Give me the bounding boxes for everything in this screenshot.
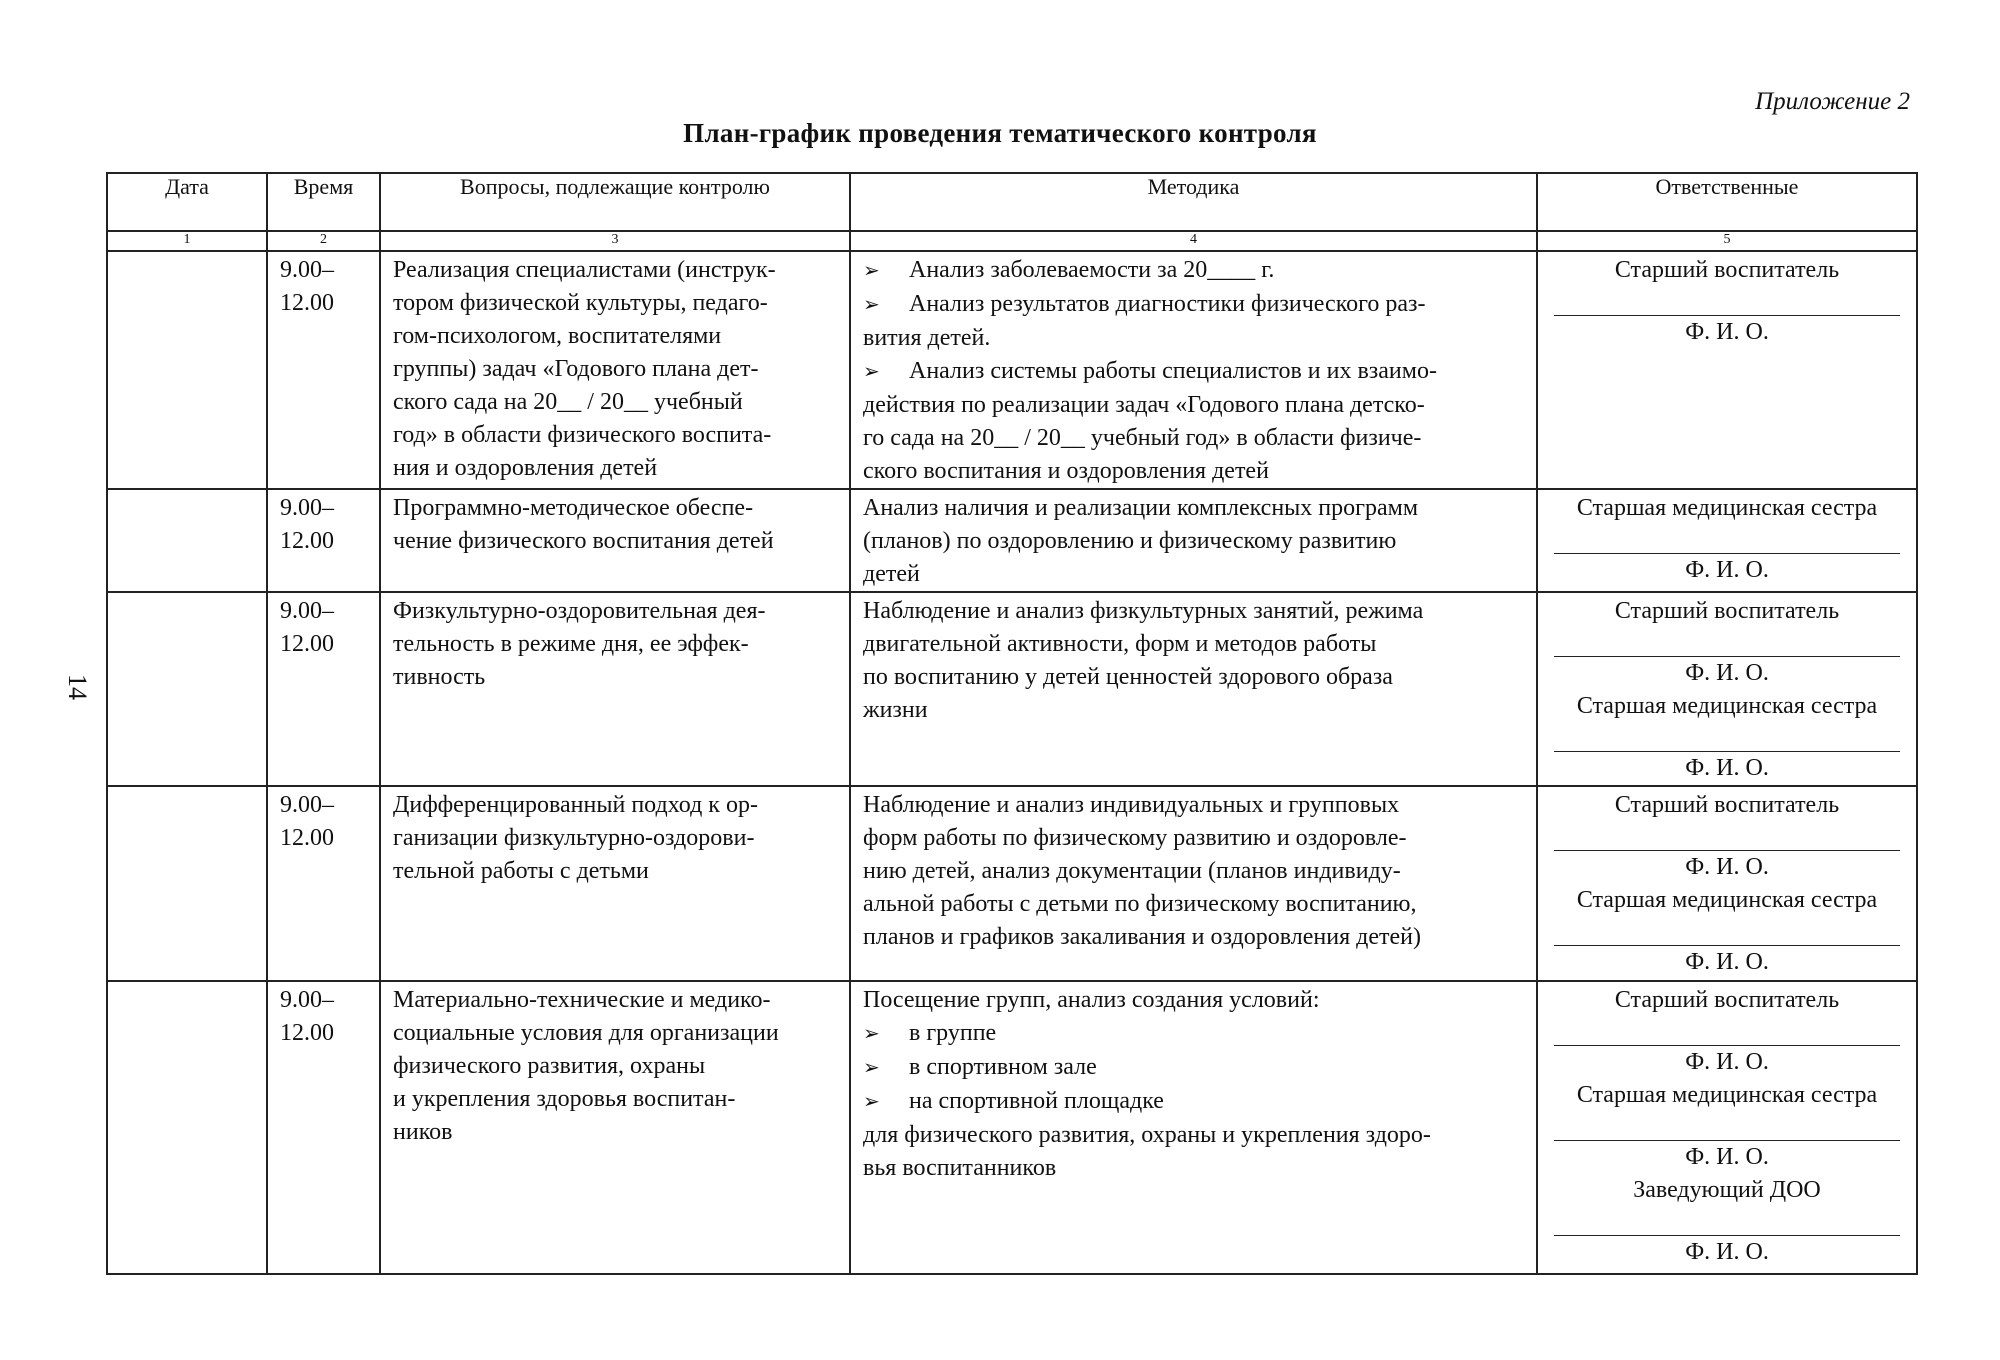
method-bullet: [863, 1017, 1526, 1051]
table-row: [107, 786, 1917, 981]
responsible-cell: [1537, 981, 1917, 1274]
column-number: 5: [1537, 231, 1917, 251]
method-bullet: [863, 254, 1526, 288]
arrow-bullet-icon: ➢: [863, 294, 880, 316]
date-cell: [107, 786, 267, 981]
responsible-role: Старшая медицинская сестра: [1576, 887, 1878, 913]
method-text: Анализ наличия и реализации комплексных программ (планов) по оздоровлению и физическому развитию детей: [863, 495, 1418, 587]
question-cell: Дифференцированный подход к ор- ганизации физкультурно-оздорови- тельной работы с детьми: [380, 786, 850, 981]
signature-line: [1554, 917, 1900, 946]
column-number: 4: [850, 231, 1537, 251]
question-cell: Материально-технические и медико- социальные условия для организации физического развития, охраны и укрепления здоровья воспитан- ников: [380, 981, 850, 1274]
responsible-fio: Ф. И. О.: [1685, 949, 1769, 975]
date-cell: [107, 981, 267, 1274]
method-bullet: [863, 355, 1526, 488]
method-cell: [850, 592, 1537, 786]
time-cell: 9.00– 12.00: [267, 592, 380, 786]
appendix-label: Приложение 2: [1755, 88, 1910, 115]
date-cell: [107, 592, 267, 786]
column-number: 1: [107, 231, 267, 251]
time-cell: 9.00– 12.00: [267, 981, 380, 1274]
responsible-fio: Ф. И. О.: [1685, 557, 1769, 583]
method-text: Наблюдение и анализ физкультурных занятий, режима двигательной активности, форм и методов работы по воспитанию у детей ценностей здорового образа жизни: [863, 598, 1424, 723]
signature-line: [1554, 287, 1900, 316]
responsible-cell: [1537, 489, 1917, 592]
signature-line: [1554, 1017, 1900, 1046]
responsible-fio: Ф. И. О.: [1685, 1144, 1769, 1170]
page-number: 14: [63, 674, 92, 700]
responsible-fio: Ф. И. О.: [1685, 854, 1769, 880]
signature-line: [1554, 525, 1900, 554]
responsible-role: Старшая медицинская сестра: [1576, 693, 1878, 719]
arrow-bullet-icon: ➢: [863, 361, 880, 383]
method-cell: [850, 786, 1537, 981]
table-row: [107, 981, 1917, 1274]
arrow-bullet-icon: ➢: [863, 1057, 880, 1079]
method-cell: [850, 251, 1537, 489]
method-bullet-text: Анализ результатов диагностики физического раз- вития детей.: [863, 291, 1426, 351]
control-schedule-table: [106, 172, 1918, 1275]
header-method: Методика: [850, 173, 1537, 231]
method-text: Наблюдение и анализ индивидуальных и групповых форм работы по физическому развитию и оздоровле- нию детей, анализ документации (планов индивиду- альной работы с детьми по физическому воспитанию, планов и графиков закаливания и оздоровления детей): [863, 792, 1421, 950]
responsible-fio: Ф. И. О.: [1685, 1049, 1769, 1075]
table-row: [107, 592, 1917, 786]
method-bullet: [863, 1085, 1526, 1119]
method-bullet-text: в группе: [909, 1020, 997, 1046]
responsible-fio: Ф. И. О.: [1685, 755, 1769, 781]
method-bullet-text: Анализ системы работы специалистов и их взаимо- действия по реализации задач «Годового плана детско- го сада на 20__ / 20__ учебный год» в области физиче- ского воспитания и оздоровления детей: [863, 358, 1437, 484]
responsible-role: Заведующий ДОО: [1633, 1177, 1821, 1203]
time-cell: 9.00– 12.00: [267, 489, 380, 592]
responsible-role: Старший воспитатель: [1614, 257, 1840, 283]
time-cell: 9.00– 12.00: [267, 251, 380, 489]
table-row: [107, 489, 1917, 592]
method-bullet: [863, 1051, 1526, 1085]
responsible-role: Старший воспитатель: [1614, 792, 1840, 818]
responsible-role: Старшая медицинская сестра: [1576, 495, 1878, 521]
header-date: Дата: [107, 173, 267, 231]
arrow-bullet-icon: ➢: [863, 1023, 880, 1045]
question-cell: Программно-методическое обеспе- чение физического воспитания детей: [380, 489, 850, 592]
header-questions: Вопросы, подлежащие контролю: [380, 173, 850, 231]
responsible-cell: [1537, 592, 1917, 786]
signature-line: [1554, 1112, 1900, 1141]
responsible-fio: Ф. И. О.: [1685, 319, 1769, 345]
page-title: План-график проведения тематического контроля: [683, 118, 1317, 148]
table-body: [107, 251, 1917, 1274]
date-cell: [107, 251, 267, 489]
arrow-bullet-icon: ➢: [863, 260, 880, 282]
time-cell: 9.00– 12.00: [267, 786, 380, 981]
signature-line: [1554, 1207, 1900, 1236]
signature-line: [1554, 723, 1900, 752]
responsible-cell: [1537, 786, 1917, 981]
responsible-role: Старший воспитатель: [1614, 598, 1840, 624]
method-text: для физического развития, охраны и укрепления здоро- вья воспитанников: [863, 1122, 1431, 1181]
responsible-cell: [1537, 251, 1917, 489]
method-cell: [850, 981, 1537, 1274]
responsible-fio: Ф. И. О.: [1685, 660, 1769, 686]
column-number-row: [107, 231, 1917, 251]
signature-line: [1554, 628, 1900, 657]
header-time: Время: [267, 173, 380, 231]
method-bullet: [863, 288, 1526, 355]
column-number: 2: [267, 231, 380, 251]
responsible-role: Старшая медицинская сестра: [1576, 1082, 1878, 1108]
responsible-fio: Ф. И. О.: [1685, 1239, 1769, 1265]
column-number: 3: [380, 231, 850, 251]
date-cell: [107, 489, 267, 592]
header-responsible: Ответственные: [1537, 173, 1917, 231]
method-bullet-text: Анализ заболеваемости за 20____ г.: [909, 257, 1275, 283]
signature-line: [1554, 822, 1900, 851]
header-row: [107, 173, 1917, 231]
method-text: Посещение групп, анализ создания условий:: [863, 987, 1320, 1013]
question-cell: Физкультурно-оздоровительная дея- тельность в режиме дня, ее эффек- тивность: [380, 592, 850, 786]
table-row: [107, 251, 1917, 489]
method-bullet-text: в спортивном зале: [909, 1054, 1097, 1080]
method-cell: [850, 489, 1537, 592]
method-bullet-text: на спортивной площадке: [909, 1088, 1164, 1114]
arrow-bullet-icon: ➢: [863, 1091, 880, 1113]
question-cell: Реализация специалистами (инструк- тором физической культуры, педаго- гом-психологом, воспитателями группы) задач «Годового плана дет- ского сада на 20__ / 20__ учебный год» в области физического воспита- ния и оздоровления детей: [380, 251, 850, 489]
responsible-role: Старший воспитатель: [1614, 987, 1840, 1013]
